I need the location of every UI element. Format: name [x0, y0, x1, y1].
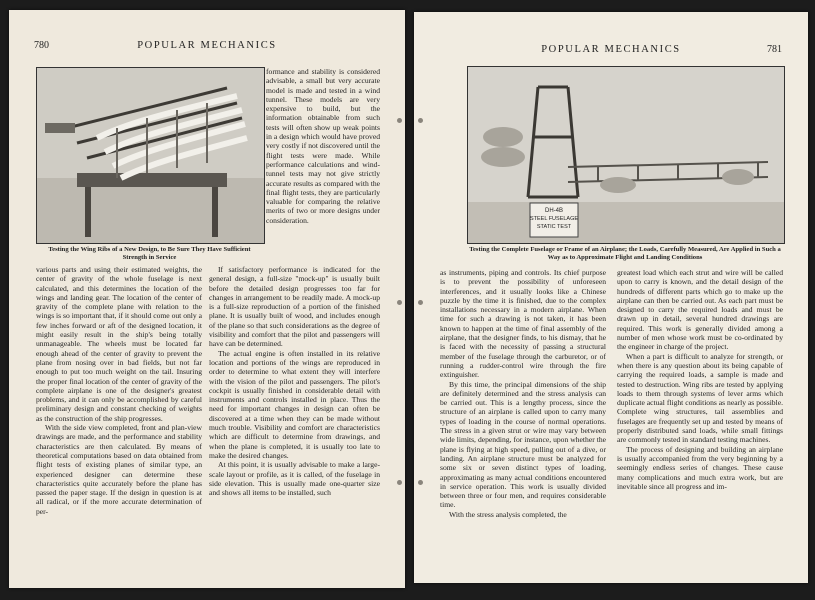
- binding-hole: [397, 118, 402, 123]
- left-col1-para-2: With the side view completed, front and plan-view drawings are made, and the performance and stability characteristics are then calculated. By means of theoretical computations based on data obtained from flight tests of existing planes of similar type, an experienced designer can determine these characteristics quite accurately before the plane has passed the paper stage. If the design in question is at all radical, or if the more accurate determination of per-: [36, 423, 202, 516]
- right-col2-para-3: The process of designing and building an airplane is usually accompanied from the very beginning by a seemingly endless series of changes. These cause many complications and much extra work, but are inevitable since all progress and im-: [617, 444, 783, 491]
- right-page-number: 781: [767, 44, 782, 55]
- right-col2-para-1: greatest load which each strut and wire will be called upon to carry is known, and the detail design of the hundreds of different parts which go to make up the airplane can then be carried out. As each part must be designed to carry the required loads and must be drawn up in detail, several hundred drawings are required. This work is generally divided among a number of men whose work must be co-ordinated by the engineer in charge of the project.: [617, 268, 783, 352]
- right-column-1: [440, 268, 606, 568]
- photo-sign-line-1: DH-4B: [544, 208, 564, 214]
- left-figure-photo: [36, 67, 265, 244]
- right-header-title: POPULAR MECHANICS: [541, 44, 681, 55]
- left-col2-para-4: At this point, it is usually advisable to make a large-scale layout or profile, as it is called, of the fuselage in side elevation. This is usually made one-quarter size and shows all items to be installed, such: [209, 460, 380, 498]
- photo-sign-line-3: STATIC TEST: [536, 224, 572, 230]
- right-figure-caption: Testing the Complete Fuselage or Frame of an Airplane; the Loads, Carefully Measured, Are Applied in Such a Way as to Approximate Flight and Landing Conditions: [469, 246, 781, 261]
- photo-sign-line-2: STEEL FUSELAGE: [529, 216, 579, 222]
- binding-hole: [397, 300, 402, 305]
- left-column-2-top: [266, 67, 380, 265]
- right-running-head: [414, 44, 808, 58]
- left-figure-caption: Testing the Wing Ribs of a New Design, to Be Sure They Have Sufficient Strength in Service: [48, 246, 251, 261]
- left-column-1: [36, 265, 202, 565]
- right-page: [414, 12, 808, 583]
- fuselage-test-photo: [468, 67, 784, 243]
- left-column-2: [209, 265, 380, 565]
- left-page-number: 780: [34, 40, 49, 51]
- binding-hole: [418, 300, 423, 305]
- binding-hole: [418, 480, 423, 485]
- left-header-title: POPULAR MECHANICS: [137, 40, 277, 51]
- left-running-head: [9, 40, 405, 54]
- binding-hole: [418, 118, 423, 123]
- right-col1-para-3: With the stress analysis completed, the: [449, 509, 567, 519]
- right-col1-para-1: as instruments, piping and controls. Its chief purpose is to prevent the possibility of unforeseen interferences, and it usually looks like a Chinese puzzle by the time it is finished, due to the complex installations necessary in a modern airplane. When time for such a drawing is not taken, it has been known to happen at the time of final assembly of the airplane, that the designer finds, to his dismay, that he is faced with the necessity of passing a structural member of the fuselage through the carburetor, or of running a rudder-control wire through the fire extinguisher.: [440, 268, 606, 380]
- right-col2-para-2: When a part is difficult to analyze for strength, or when there is any question about its being capable of carrying the required loads, a sample is made and tested to destruction. Wing ribs are tested by applying loads to them through systems of lever arms which duplicate actual flight conditions as nearly as possible. Complete wing structures, tail assemblies and fuselages are frequently set up and tested by means of properly distributed sand loads, while small fittings are commonly tested in standard testing machines.: [617, 351, 783, 445]
- left-col2-para-3: The actual engine is often installed in its relative location and portions of the wings are reproduced in order to determine to what extent they will interfere with the vision of the pilot and passengers. The pilot's cockpit is usually finished in considerable detail with instruments and controls installed in place. Thus the need for important changes in design can often be discovered at a time when they can be made without much trouble. Visibility and comfort are characteristics which are difficult to determine from drawings, and when the plane is completed, it is usually too late to make the desired changes.: [209, 348, 380, 460]
- left-col2-para-1: formance and stability is considered advisable, a small but very accurate model is made and tested in a wind tunnel. These models are very expensive to build, but the information obtainable from such tests will often show up weak points in a design which would have proved very costly if not discovered until the flight tests were made. While performance calculations and wind-tunnel tests may not give strictly accurate results as compared with the final flight tests, they are particularly valuable for comparing the relative merits of two or more designs under consideration.: [266, 67, 380, 225]
- right-figure-photo: [467, 66, 785, 244]
- left-page: [9, 10, 405, 588]
- wing-rib-test-photo: [37, 68, 264, 243]
- left-col2-para-2: If satisfactory performance is indicated for the general design, a full-size "mock-up" is usually built before the detailed design progresses too far for changes in arrangement to be readily made. A mock-up is a full-size reproduction of a portion of the finished plane. It is usually built of wood, and includes enough of the plane so that such considerations as the degree of visibility and comfort that the pilot and passengers will have can be determined.: [209, 265, 380, 349]
- left-col1-para-1: various parts and using their estimated weights, the center of gravity of the whole fuselage is next calculated, and this determines the location of the wings and landing gear. The location of the center of gravity of the complete plane with relation to the wings is so important that, if it should come out only a few inches forward or aft of the designed location, it might easily result in the ship's being totally unmanageable. The wheels must be located far enough ahead of the center of gravity to prevent the plane from nosing over in bad fields, but not far enough to put too much weight on the tail. Insuring the proper final location of the center of gravity of the complete airplane is one of the designer's greatest problems, and it can only be accomplished by careful preliminary design and constant checking of weights as the construction of the ship progresses.: [36, 265, 202, 423]
- binding-hole: [397, 480, 402, 485]
- right-column-2: [617, 268, 783, 568]
- right-col1-para-2: By this time, the principal dimensions of the ship are definitely determined and the stress analysis can be carried out. This is a lengthy process, since the structure of an airplane is called upon to carry many types of loading in the course of normal operations. The stress in a given strut or wire may vary between wide limits, depending, for instance, upon whether the plane is flying at high speed, pulling out of a dive, or landing. An airplane structure must be analyzed for some six or seven distinct types of loading, approximating as many actual conditions encountered in service operation. This work is usually divided between three or four men, and requires considerable time.: [440, 379, 606, 510]
